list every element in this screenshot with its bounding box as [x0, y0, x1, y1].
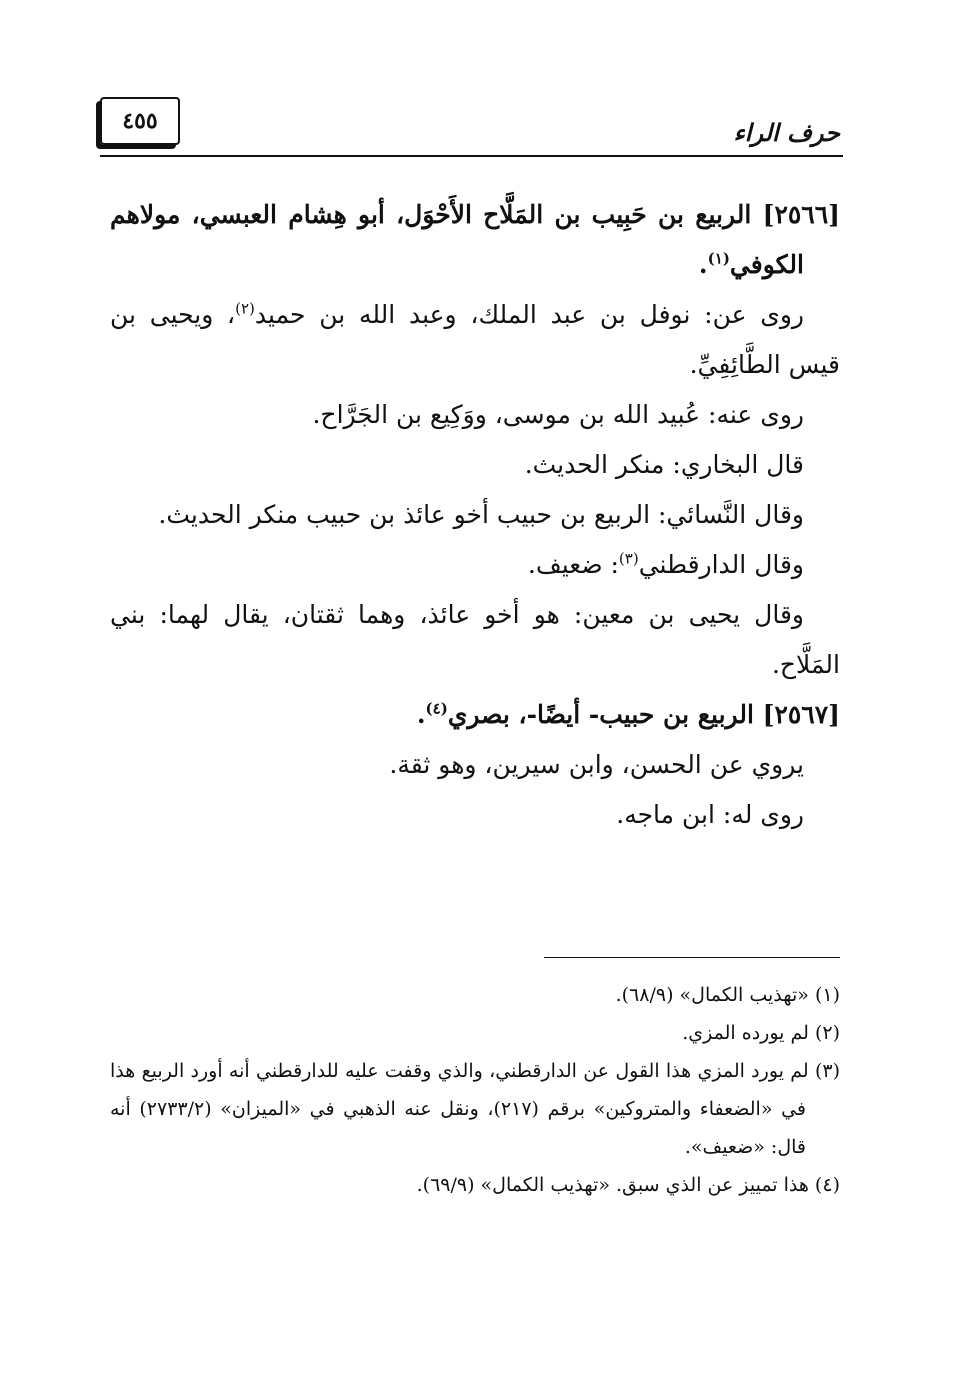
- footnote-ref-2: (٢): [235, 299, 255, 318]
- footnote-2: (٢) لم يورده المزي.: [682, 1022, 840, 1044]
- entry-2566-rawa-an-line1: [110, 290, 840, 340]
- entry-2566-heading-line1: [٢٥٦٦] الربيع بن حَبِيب بن المَلَّاح الأَحْوَل، أبو هِشام العبسي، مولاهم: [110, 200, 840, 229]
- entry-2567-rawa-lahu: روى له: ابن ماجه.: [616, 800, 804, 829]
- entry-2566-heading-text: الكوفي: [729, 250, 804, 279]
- entry-2566-bukhari: قال البخاري: منكر الحديث.: [524, 450, 804, 479]
- entry-2567-heading-text: [٢٥٦٧] الربيع بن حبيب- أيضًا-، بصري: [447, 700, 840, 729]
- footnote-4: (٤) هذا تمييز عن الذي سبق. «تهذيب الكمال» (٦٩/٩).: [416, 1174, 840, 1196]
- entry-2566-ibn-maeen-line1: وقال يحيى بن معين: هو أخو عائذ، وهما ثقتان، يقال لهما: بني: [110, 600, 804, 629]
- footnote-3-line2: في «الضعفاء والمتروكين» برقم (٢١٧)، ونقل عنه الذهبي في «الميزان» (٢٧٣٣/٢) أنه: [110, 1098, 806, 1120]
- entry-2566-rawa-an-line2: قيس الطَّائِفِيِّ.: [689, 350, 840, 379]
- footnote-ref-3: (٣): [618, 549, 639, 568]
- footnote-3-line1: (٣) لم يورد المزي هذا القول عن الدارقطني، والذي وقفت عليه للدارقطني أنه أورد الربيع هذا: [110, 1060, 840, 1082]
- footnote-rule: [544, 957, 840, 958]
- page-number-box: [100, 97, 180, 145]
- entry-2566-heading-line2: الكوفي$^{(١)}$.: [698, 249, 804, 279]
- rawa-an-text-b: ، ويحيى بن: [110, 300, 236, 329]
- entry-2566-daraqutni: [110, 540, 840, 590]
- entry-2566-nasai: وقال النَّسائي: الربيع بن حبيب أخو عائذ بن حبيب منكر الحديث.: [158, 500, 804, 529]
- running-header: حرف الراء: [733, 118, 840, 147]
- entry-2566-ibn-maeen-line2: المَلَّاح.: [771, 650, 840, 679]
- entry-2566-rawa-anhu: روى عنه: عُبيد الله بن موسى، ووَكِيع بن الجَرَّاح.: [312, 400, 804, 429]
- main-text: [110, 190, 840, 840]
- daraqutni-text-b: : ضعيف.: [527, 550, 619, 579]
- footnote-1: (١) «تهذيب الكمال» (٦٨/٩).: [615, 984, 840, 1006]
- entry-2567-yarwi: يروي عن الحسن، وابن سيرين، وهو ثقة.: [389, 750, 804, 779]
- page-number: ٤٥٥: [122, 108, 158, 134]
- footnotes: [110, 976, 840, 1204]
- footnote-ref-1: (١): [707, 249, 730, 268]
- footnote-ref-4: (٤): [425, 699, 448, 718]
- footnote-3-line3: قال: «ضعيف».: [684, 1136, 806, 1158]
- header-rule: [100, 155, 843, 157]
- entry-2567-heading: [٢٥٦٧] الربيع بن حبيب- أيضًا-، بصري$^{(٤)}$.: [416, 699, 840, 729]
- rawa-an-text-a: روى عن: نوفل بن عبد الملك، وعبد الله بن حميد: [254, 300, 804, 329]
- daraqutni-text-a: وقال الدارقطني: [638, 550, 804, 579]
